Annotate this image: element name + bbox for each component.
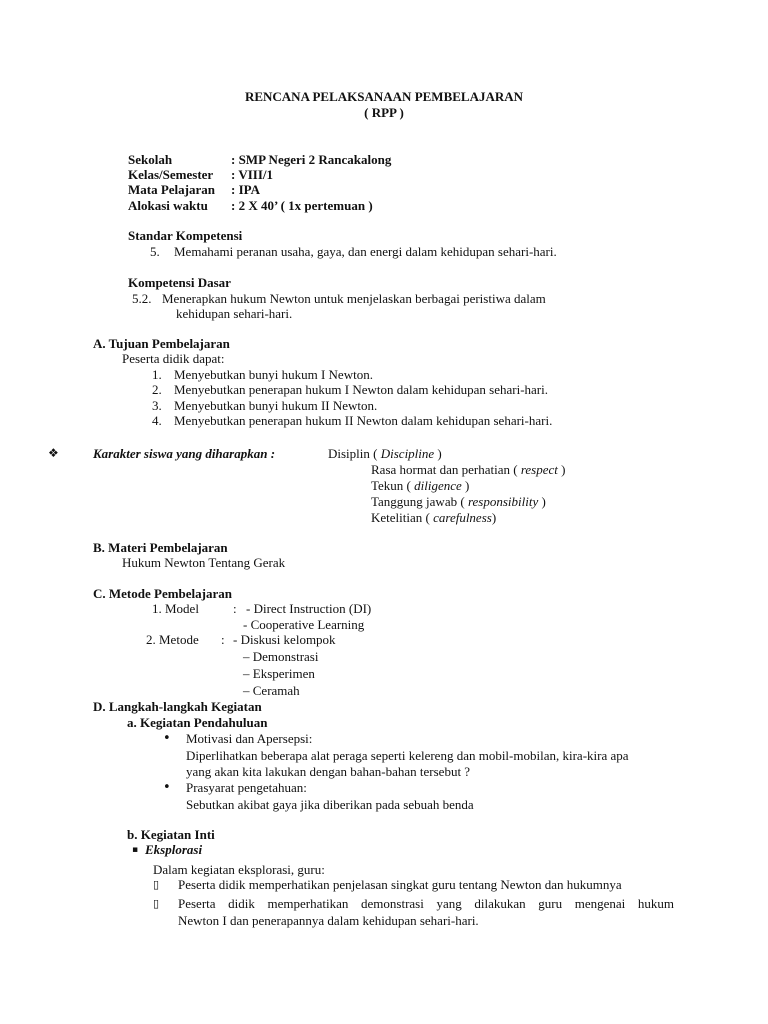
section-heading-materi: B. Materi Pembelajaran bbox=[93, 540, 228, 555]
diamond-bullet-icon: ❖ bbox=[48, 446, 59, 460]
karakter-item-text: Ketelitian ( bbox=[371, 510, 434, 525]
subsection-heading-inti: b. Kegiatan Inti bbox=[127, 827, 215, 842]
box-bullet-icon: ▯ bbox=[153, 878, 160, 891]
eksplorasi-heading: Eksplorasi bbox=[145, 842, 203, 857]
metode-colon: : bbox=[233, 601, 237, 616]
metode-metode-item: - Diskusi kelompok bbox=[233, 632, 336, 647]
identity-value: : IPA bbox=[231, 182, 261, 197]
metode-colon: : bbox=[221, 632, 225, 647]
page-subtitle: ( RPP ) bbox=[364, 105, 404, 120]
tujuan-intro: Peserta didik dapat: bbox=[122, 351, 225, 366]
list-item: Menyebutkan bunyi hukum I Newton. bbox=[174, 367, 373, 382]
karakter-item bbox=[371, 462, 565, 477]
kompetensi-dasar-text: Menerapkan hukum Newton untuk menjelaskan berbagai peristiwa dalam bbox=[162, 291, 546, 306]
motivasi-text: yang akan kita lakukan dengan bahan-bahan tersebut ? bbox=[186, 764, 471, 779]
list-number: 5. bbox=[150, 244, 160, 259]
identity-value: : VIII/1 bbox=[231, 167, 274, 182]
section-heading-langkah: D. Langkah-langkah Kegiatan bbox=[93, 699, 262, 714]
karakter-item-text: ) bbox=[491, 510, 497, 525]
eksplorasi-item: Peserta didik memperhatikan demonstrasi yang dilakukan guru mengenai hukum bbox=[178, 896, 674, 911]
standar-kompetensi-text: Memahami peranan usaha, gaya, dan energi dalam kehidupan sehari-hari. bbox=[174, 244, 557, 259]
materi-text: Hukum Newton Tentang Gerak bbox=[122, 555, 286, 570]
karakter-item-text: ) bbox=[538, 494, 546, 509]
identity-label: Sekolah bbox=[128, 152, 173, 167]
bullet-icon: • bbox=[163, 780, 171, 795]
metode-metode-item: – Demonstrasi bbox=[243, 649, 319, 664]
karakter-item-english: carefulness bbox=[433, 510, 492, 525]
list-number: 3. bbox=[152, 398, 162, 413]
karakter-item-text: Disiplin ( bbox=[328, 446, 381, 461]
karakter-item bbox=[371, 478, 469, 493]
karakter-item-english: responsibility bbox=[467, 494, 539, 509]
subsection-heading-pendahuluan: a. Kegiatan Pendahuluan bbox=[127, 715, 268, 730]
karakter-item bbox=[328, 446, 442, 461]
prasyarat-label: Prasyarat pengetahuan: bbox=[186, 780, 307, 795]
identity-value: : SMP Negeri 2 Rancakalong bbox=[231, 152, 392, 167]
karakter-item-text: Tekun ( bbox=[371, 478, 415, 493]
bullet-icon: • bbox=[163, 731, 171, 746]
metode-model-item: - Direct Instruction (DI) bbox=[246, 601, 372, 616]
karakter-item-text: Rasa hormat dan perhatian ( bbox=[371, 462, 521, 477]
karakter-item-english: respect bbox=[520, 462, 558, 477]
karakter-item-english: Discipline bbox=[380, 446, 435, 461]
karakter-heading: Karakter siswa yang diharapkan : bbox=[93, 446, 276, 461]
karakter-item bbox=[371, 494, 546, 509]
list-item: Menyebutkan bunyi hukum II Newton. bbox=[174, 398, 378, 413]
metode-metode-item: – Eksperimen bbox=[243, 666, 315, 681]
motivasi-text: Diperlihatkan beberapa alat peraga seperti kelereng dan mobil-mobilan, kira-kira apa bbox=[186, 748, 629, 763]
eksplorasi-item: Peserta didik memperhatikan penjelasan singkat guru tentang Newton dan hukumnya bbox=[178, 877, 622, 892]
karakter-item-text: Tanggung jawab ( bbox=[371, 494, 468, 509]
karakter-item-text: ) bbox=[557, 462, 566, 477]
identity-label: Mata Pelajaran bbox=[128, 182, 216, 197]
metode-model-label: 1. Model bbox=[152, 601, 199, 616]
identity-label: Alokasi waktu bbox=[128, 198, 208, 213]
identity-value: : 2 X 40’ ( 1x pertemuan ) bbox=[231, 198, 373, 213]
kompetensi-dasar-text: kehidupan sehari-hari. bbox=[176, 306, 293, 321]
section-heading-tujuan: A. Tujuan Pembelajaran bbox=[93, 336, 230, 351]
section-heading-metode: C. Metode Pembelajaran bbox=[93, 586, 232, 601]
eksplorasi-intro: Dalam kegiatan eksplorasi, guru: bbox=[153, 862, 325, 877]
karakter-item-text: ) bbox=[434, 446, 442, 461]
metode-metode-label: 2. Metode bbox=[146, 632, 199, 647]
karakter-item-english: diligence bbox=[414, 478, 462, 493]
list-number: 5.2. bbox=[132, 291, 152, 306]
square-bullet-icon: ▪ bbox=[132, 845, 139, 855]
motivasi-label: Motivasi dan Apersepsi: bbox=[186, 731, 313, 746]
identity-label: Kelas/Semester bbox=[128, 167, 214, 182]
section-heading-kompetensi-dasar: Kompetensi Dasar bbox=[128, 275, 231, 290]
metode-model-item: - Cooperative Learning bbox=[243, 617, 365, 632]
karakter-item bbox=[371, 510, 496, 525]
list-number: 4. bbox=[152, 413, 162, 428]
eksplorasi-item: Newton I dan penerapannya dalam kehidupan sehari-hari. bbox=[178, 913, 479, 928]
list-item: Menyebutkan penerapan hukum I Newton dalam kehidupan sehari-hari. bbox=[174, 382, 548, 397]
page-title: RENCANA PELAKSANAAN PEMBELAJARAN bbox=[244, 89, 524, 104]
karakter-item-text: ) bbox=[461, 478, 470, 493]
box-bullet-icon: ▯ bbox=[153, 897, 160, 910]
prasyarat-text: Sebutkan akibat gaya jika diberikan pada sebuah benda bbox=[186, 797, 474, 812]
section-heading-standar-kompetensi: Standar Kompetensi bbox=[128, 228, 243, 243]
metode-metode-item: – Ceramah bbox=[243, 683, 300, 698]
list-number: 2. bbox=[152, 382, 162, 397]
list-item: Menyebutkan penerapan hukum II Newton dalam kehidupan sehari-hari. bbox=[174, 413, 553, 428]
list-number: 1. bbox=[152, 367, 162, 382]
